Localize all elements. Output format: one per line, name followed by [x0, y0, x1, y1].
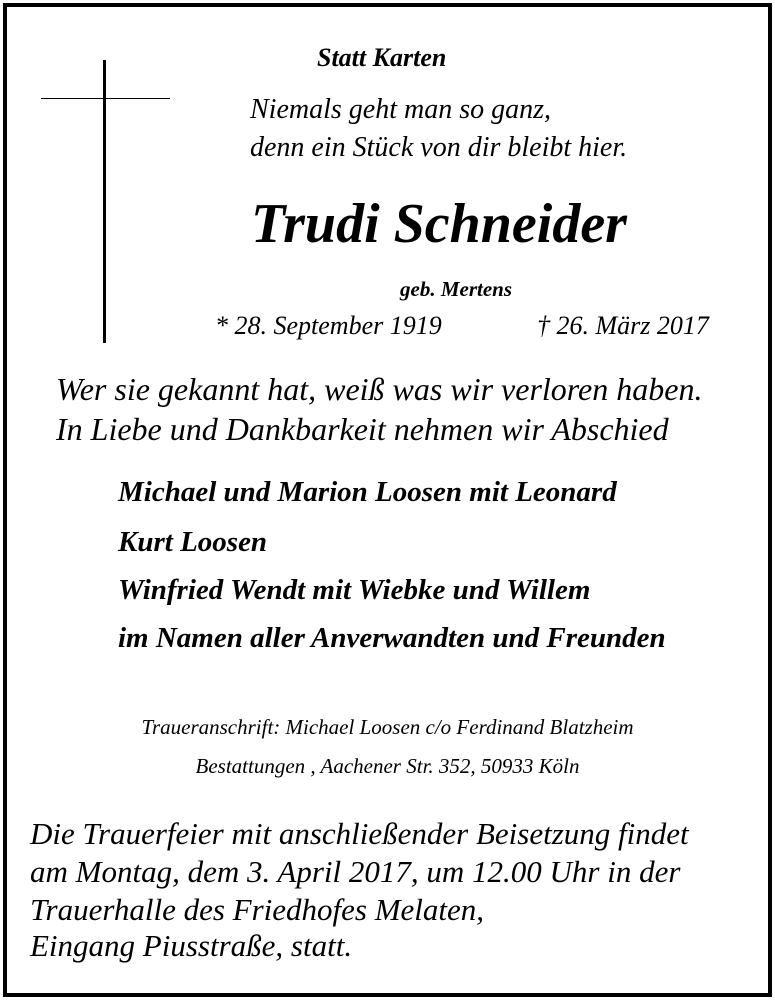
cross-vertical-bar [103, 60, 106, 343]
motto-line: Niemals geht man so ganz, [250, 94, 551, 125]
service-line: Trauerhalle des Friedhofes Melaten, [30, 892, 485, 927]
mourner-line: Kurt Loosen [118, 526, 268, 558]
address-line: Traueranschrift: Michael Loosen c/o Ferdinand Blatzheim [141, 715, 634, 739]
motto-line: denn ein Stück von dir bleibt hier. [250, 132, 628, 163]
heading: Statt Karten [317, 43, 447, 72]
intro-line: In Liebe und Dankbarkeit nehmen wir Abschied [56, 411, 669, 447]
service-line: Eingang Piusstraße, statt. [30, 928, 353, 963]
service-line: Die Trauerfeier mit anschließender Beisetzung findet [30, 816, 689, 851]
mourner-line: im Namen aller Anverwandten und Freunden [118, 622, 666, 654]
deceased-name: Trudi Schneider [251, 193, 627, 255]
death-date: † 26. März 2017 [537, 311, 709, 340]
mourner-line: Michael und Marion Loosen mit Leonard [118, 476, 617, 508]
intro-line: Wer sie gekannt hat, weiß was wir verloren haben. [56, 371, 703, 407]
cross-horizontal-bar [41, 98, 170, 99]
mourner-line: Winfried Wendt mit Wiebke und Willem [118, 574, 591, 606]
birth-name: geb. Mertens [400, 277, 512, 301]
birth-date: * 28. September 1919 [215, 311, 442, 340]
service-line: am Montag, dem 3. April 2017, um 12.00 Uhr in der [30, 854, 681, 889]
address-line: Bestattungen , Aachener Str. 352, 50933 Köln [195, 754, 580, 778]
